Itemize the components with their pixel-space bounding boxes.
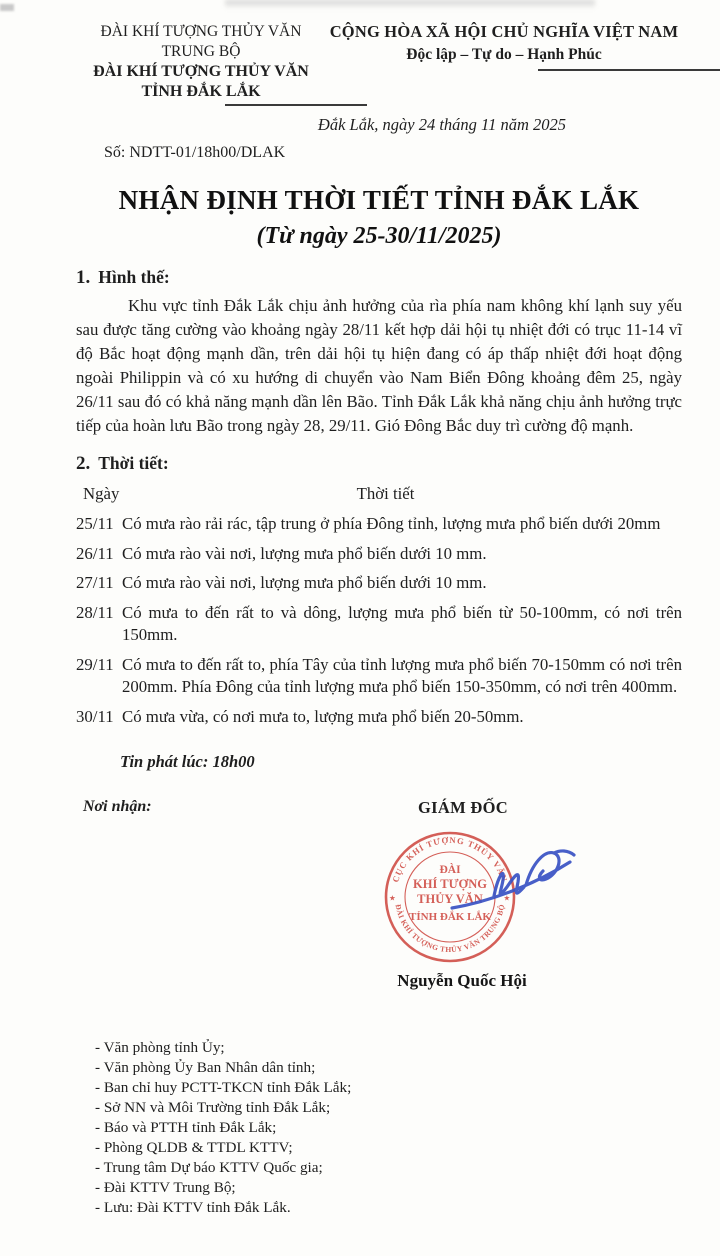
stamp-arc-top-text: CỤC KHÍ TƯỢNG THỦY VĂN: [390, 834, 510, 884]
section1-label: Hình thế:: [98, 267, 170, 287]
list-item: - Phòng QLDB & TTDL KTTV;: [95, 1139, 293, 1156]
row-date: 26/11: [76, 543, 114, 563]
issuing-org-block: [76, 22, 326, 102]
table-row: [76, 513, 682, 536]
stamp-center-line4: TỈNH ĐẮK LẮK: [409, 911, 491, 923]
org-province: TỈNH ĐẮK LẮK: [141, 83, 261, 100]
row-date: 27/11: [76, 573, 114, 592]
list-item: - Ban chỉ huy PCTT-TKCN tỉnh Đắk Lắk;: [95, 1079, 352, 1096]
row-forecast: Có mưa to đến rất to và dông, lượng mưa phổ biến từ 50-100mm, có nơi trên 150mm.: [122, 602, 682, 644]
stamp-signature-block: [76, 820, 682, 1028]
page-title: NHẬN ĐỊNH THỜI TIẾT TỈNH ĐẮK LẮK: [118, 185, 640, 215]
table-row: [76, 602, 682, 647]
stamp-center-line3: THỦY VĂN: [417, 892, 483, 906]
parent-org-line2: TRUNG BỘ: [161, 43, 241, 60]
signature-ink-icon: [448, 838, 580, 916]
section1-number: 1.: [76, 267, 91, 288]
org-underline: [225, 104, 367, 106]
section2-number: 2.: [76, 453, 91, 474]
section2-heading: [76, 451, 682, 477]
row-forecast: Có mưa rào rải rác, tập trung ở phía Đông tỉnh, lượng mưa phổ biến dưới 20mm: [122, 514, 661, 533]
stamp-center-line2: KHÍ TƯỢNG: [413, 877, 487, 891]
signature-header-row: [76, 798, 682, 820]
col-header-weather: Thời tiết: [356, 484, 415, 503]
list-item: - Đài KTTV Trung Bộ;: [95, 1179, 236, 1196]
org-name: ĐÀI KHÍ TƯỢNG THỦY VĂN: [93, 63, 309, 80]
stamp-star-right-icon: ★: [503, 893, 511, 903]
weather-table-header: [76, 484, 682, 504]
list-item: - Văn phòng tỉnh Ủy;: [95, 1039, 225, 1056]
scan-artifact: [0, 4, 14, 11]
page-subtitle: (Từ ngày 25-30/11/2025): [256, 223, 502, 249]
list-item: - Lưu: Đài KTTV tỉnh Đắk Lắk.: [95, 1199, 291, 1216]
row-forecast: Có mưa rào vài nơi, lượng mưa phổ biến dưới 10 mm.: [122, 573, 487, 592]
list-item: - Văn phòng Ủy Ban Nhân dân tỉnh;: [95, 1059, 316, 1076]
row-date: 25/11: [76, 514, 114, 533]
signer-name: Nguyễn Quốc Hội: [397, 971, 527, 990]
signer-title: GIÁM ĐỐC: [418, 798, 508, 817]
stamp-star-left-icon: ★: [389, 893, 396, 903]
national-title: CỘNG HÒA XÃ HỘI CHỦ NGHĨA VIỆT NAM: [329, 22, 679, 41]
row-forecast: Có mưa vừa, có nơi mưa to, lượng mưa phổ biến 20-50mm.: [122, 706, 524, 726]
list-item: - Sở NN và Môi Trường tỉnh Đắk Lắk;: [95, 1099, 331, 1116]
parent-org-line1: ĐÀI KHÍ TƯỢNG THỦY VĂN: [100, 23, 302, 40]
table-row: [76, 706, 682, 729]
weather-table: [76, 513, 682, 728]
national-motto: Độc lập – Tự do – Hạnh Phúc: [406, 46, 602, 63]
issued-time: Tin phát lúc: 18h00: [120, 752, 255, 771]
dateline: Đắk Lắk, ngày 24 tháng 11 năm 2025: [317, 115, 566, 134]
row-date: 29/11: [76, 654, 114, 674]
list-item: - Báo và PTTH tỉnh Đắk Lắk;: [95, 1119, 277, 1136]
col-header-day: Ngày: [83, 484, 120, 503]
table-row: [76, 572, 682, 595]
table-row: [76, 654, 682, 699]
row-date: 28/11: [76, 602, 114, 622]
row-forecast: Có mưa to đến rất to, phía Tây của tỉnh lượng mưa phổ biến 70-150mm có nơi trên 200mm. Phía Đông của tỉnh lượng mưa phổ biến 150-350mm, có nơi trên 400mm.: [122, 654, 682, 696]
letterhead: [76, 22, 682, 102]
stamp-arc-bottom-text: ĐÀI KHÍ TƯỢNG THỦY VĂN TRUNG BỘ: [393, 903, 507, 955]
national-header-block: [326, 22, 682, 102]
motto-underline: [538, 69, 720, 71]
section2-label: Thời tiết:: [98, 453, 169, 473]
recipients-label: Nơi nhận:: [83, 798, 152, 815]
recipients-list: [95, 1038, 682, 1218]
table-row: [76, 543, 682, 566]
section1-body: Khu vực tỉnh Đắk Lắk chịu ảnh hưởng của rìa phía nam không khí lạnh suy yếu sau được tăng cường vào khoảng ngày 28/11 kết hợp dải hội tụ nhiệt đới có trục 11-14 vĩ độ Bắc hoạt động mạnh dần, trên dải hội tụ hiện đang có áp thấp nhiệt đới hoạt động ngoài Philippin và có xu hướng di chuyển vào Nam Biển Đông khoảng đêm 25, ngày 26/11 sau đó có khả năng mạnh dần lên Bão. Tỉnh Đắk Lắk khả năng chịu ảnh hưởng trực tiếp của hoàn lưu Bão trong ngày 28, 29/11. Gió Đông Bắc duy trì cường độ mạnh.: [76, 296, 682, 435]
doc-number: Số: NDTT-01/18h00/DLAK: [104, 144, 286, 161]
list-item: - Trung tâm Dự báo KTTV Quốc gia;: [95, 1159, 323, 1176]
row-forecast: Có mưa rào vài nơi, lượng mưa phổ biến dưới 10 mm.: [122, 543, 487, 563]
row-date: 30/11: [76, 706, 114, 726]
section1-heading: [76, 265, 682, 291]
stamp-center-line1: ĐÀI: [439, 864, 461, 876]
scan-artifact: [225, 0, 595, 9]
